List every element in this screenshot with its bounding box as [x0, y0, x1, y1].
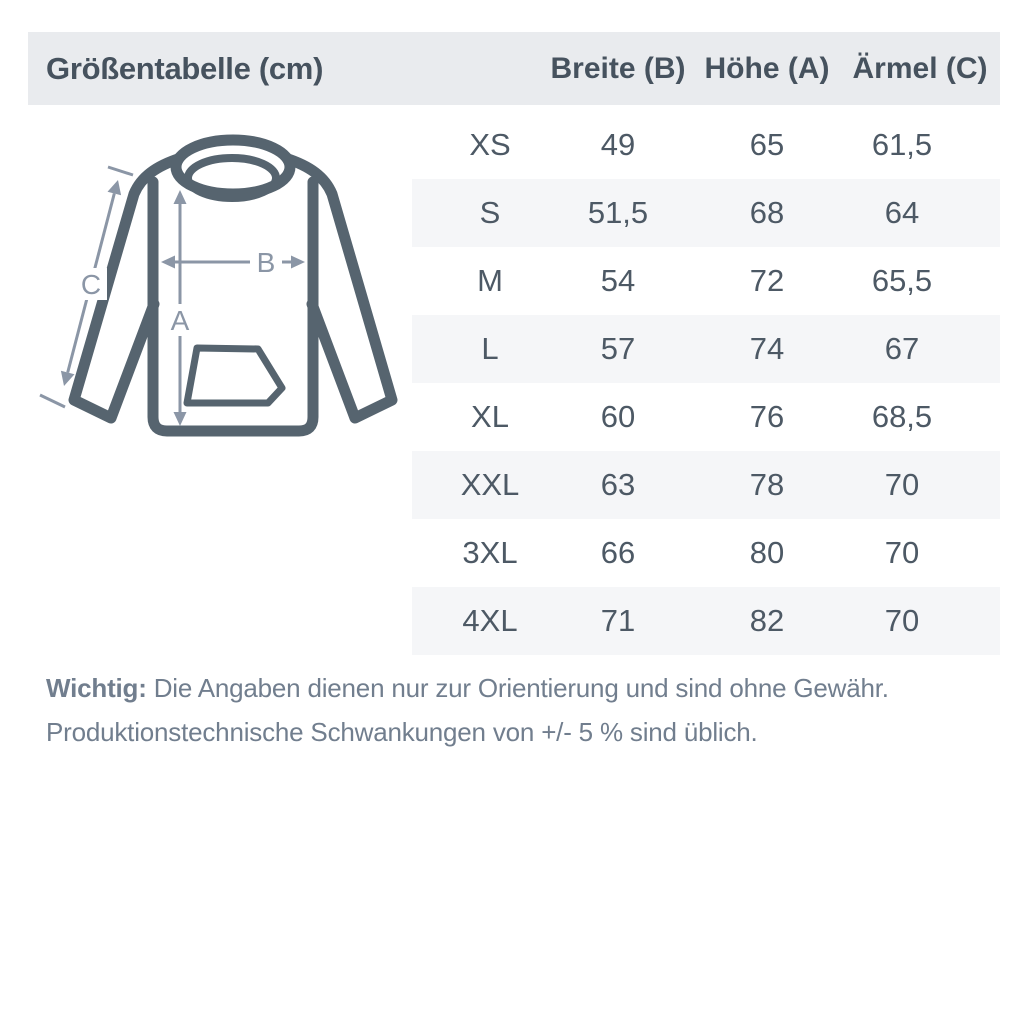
- aermel-cell: 67: [884, 331, 920, 366]
- table-row: [412, 179, 1000, 247]
- breite-cell: 60: [600, 399, 636, 434]
- size-cell: 4XL: [462, 603, 518, 638]
- column-header-breite: Breite (B): [550, 51, 686, 85]
- size-cell: L: [481, 331, 499, 366]
- aermel-cell: 65,5: [871, 263, 933, 298]
- table-row: [412, 315, 1000, 383]
- aermel-cell: 70: [884, 603, 920, 638]
- hoehe-cell: 72: [749, 263, 785, 298]
- disclaimer-line1: Die Angaben dienen nur zur Orientierung und sind ohne Gewähr.: [146, 673, 889, 703]
- breite-cell: 71: [600, 603, 636, 638]
- table-row: [412, 111, 1000, 179]
- column-header-hoehe: Höhe (A): [704, 51, 830, 85]
- table-row: [412, 383, 1000, 451]
- size-cell: XS: [469, 127, 511, 162]
- table-row: [412, 519, 1000, 587]
- dimension-label-c: C: [80, 269, 102, 300]
- table-row: [412, 247, 1000, 315]
- hoehe-cell: 74: [749, 331, 785, 366]
- hoehe-cell: 76: [749, 399, 785, 434]
- breite-cell: 54: [600, 263, 636, 298]
- dimension-label-a: A: [170, 305, 190, 336]
- disclaimer-bold-label: Wichtig:: [46, 673, 147, 703]
- disclaimer-line2: Produktionstechnische Schwankungen von +/- 5 % sind üblich.: [46, 717, 758, 747]
- hoehe-cell: 82: [749, 603, 785, 638]
- size-cell: XL: [471, 399, 509, 434]
- column-header-aermel: Ärmel (C): [852, 51, 988, 85]
- breite-cell: 63: [600, 467, 636, 502]
- hoehe-cell: 68: [749, 195, 785, 230]
- aermel-cell: 70: [884, 535, 920, 570]
- breite-cell: 66: [600, 535, 636, 570]
- page-title: Größentabelle (cm): [46, 50, 324, 86]
- size-cell: XXL: [460, 467, 520, 502]
- aermel-cell: 68,5: [871, 399, 933, 434]
- hoehe-cell: 80: [749, 535, 785, 570]
- table-row: [412, 451, 1000, 519]
- size-cell: M: [477, 263, 503, 298]
- breite-cell: 51,5: [587, 195, 649, 230]
- breite-cell: 57: [600, 331, 636, 366]
- disclaimer: [46, 666, 986, 754]
- aermel-cell: 70: [884, 467, 920, 502]
- dimension-label-b: B: [256, 247, 276, 278]
- size-cell: S: [479, 195, 501, 230]
- aermel-cell: 64: [884, 195, 920, 230]
- hoehe-cell: 65: [749, 127, 785, 162]
- table-row: [412, 587, 1000, 655]
- aermel-cell: 61,5: [871, 127, 933, 162]
- hoehe-cell: 78: [749, 467, 785, 502]
- breite-cell: 49: [600, 127, 636, 162]
- size-cell: 3XL: [462, 535, 518, 570]
